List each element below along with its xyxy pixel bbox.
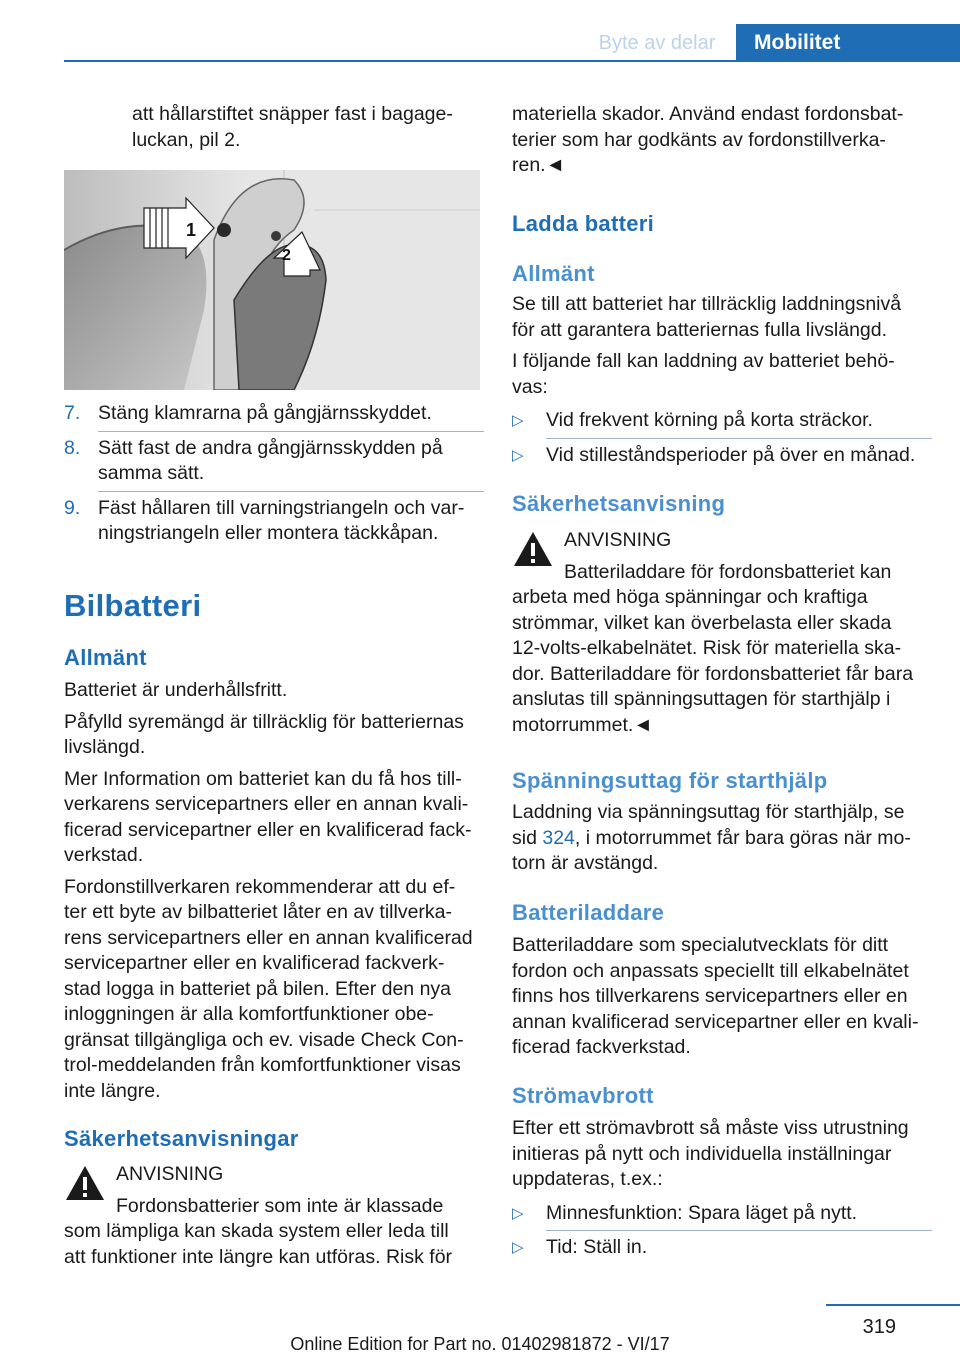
bullet-triangle-icon: ▷ <box>512 412 524 429</box>
warning-text-line: dor. Batteriladdare för fordonsbatteriet får bara <box>512 662 914 685</box>
warning-triangle-icon <box>64 1164 106 1202</box>
bullet-triangle-icon: ▷ <box>512 1239 524 1256</box>
charge-p1-line: för att garantera batteriernas fulla livslängd. <box>512 318 888 341</box>
general-p3-line: verkarens servicepartners eller en annan kvali- <box>64 793 469 815</box>
continued-line: materiella skador. Använd endast fordonsbat- <box>512 103 904 125</box>
steps-list <box>64 401 484 547</box>
general-p4-line: Fordonstillverkaren rekommenderar att du ef- <box>64 875 456 898</box>
socket-text-post: , i motorrummet får bara göras när mo- <box>574 826 911 849</box>
step-item <box>64 436 484 487</box>
warning-triangle-icon <box>512 530 554 568</box>
trunk-hinge-illustration <box>64 170 480 390</box>
edition-footer: Online Edition for Part no. 01402981872 - VI/17 <box>290 1334 670 1354</box>
charger-line: annan kvalificerad servicepartner eller en kvali- <box>512 1010 919 1033</box>
socket-line: torn är avstängd. <box>512 852 659 874</box>
page-number: 319 <box>862 1316 896 1338</box>
charge-p1-line: Se till att batteriet har tillräcklig laddningsnivå <box>512 293 902 315</box>
power-line: initieras på nytt och individuella inställningar <box>512 1142 892 1165</box>
general-p4-line: rens servicepartners eller en annan kvalificerad <box>64 926 473 949</box>
socket-line-with-link <box>512 826 932 852</box>
power-text <box>512 1116 932 1261</box>
warning-block-right <box>512 528 932 738</box>
socket-text-pre: sid <box>512 826 543 849</box>
step-text: ningstriangeln eller montera täckkåpan. <box>98 522 439 544</box>
general-p3-line: Mer Information om batteriet kan du få hos till- <box>64 767 462 790</box>
power-line: Efter ett strömavbrott så måste viss utrustning <box>512 1117 909 1139</box>
warning-text-first: Fordonsbatterier som inte är klassade <box>116 1194 444 1217</box>
section-heading-safety: Säkerhetsanvisningar <box>64 1126 299 1151</box>
header-tab-replacing-parts[interactable]: Byte av delar <box>598 32 716 54</box>
bullet-divider <box>546 1230 932 1231</box>
continued-warning <box>512 102 932 179</box>
subheading-safety: Säkerhetsanvisning <box>512 491 726 516</box>
charger-text <box>512 933 932 1061</box>
step-divider <box>98 491 484 492</box>
general-p4-line: gränsat tillgängliga och ev. visade Check Con- <box>64 1028 464 1051</box>
power-line: uppdateras, t.ex.: <box>512 1168 663 1190</box>
general-p1: Batteriet är underhållsfritt. <box>64 679 288 701</box>
intro-line-1: att hållarstiftet snäpper fast i bagage- <box>132 103 453 125</box>
warning-text-line: 12-volts-elkabelnätet. Risk för materiella ska- <box>512 637 902 659</box>
step-text: Stäng klamrarna på gångjärnsskyddet. <box>98 402 432 424</box>
figure-label-1: 1 <box>186 220 197 240</box>
charge-p2-line: I följande fall kan laddning av batteriet behö- <box>512 350 895 372</box>
general-p3-line: verkstad. <box>64 844 144 866</box>
bullet-triangle-icon: ▷ <box>512 1204 524 1222</box>
warning-text-line: arbeta med höga spänningar och kraftiga <box>512 586 868 608</box>
subheading-battery-charger: Batteriladdare <box>512 900 665 925</box>
socket-line: Laddning via spänningsuttag för starthjälp, se <box>512 801 905 823</box>
general-p2-line: livslängd. <box>64 736 146 758</box>
chapter-title: Bilbatteri <box>64 588 202 623</box>
bullet-text: Tid: Ställ in. <box>546 1236 648 1258</box>
bullet-triangle-icon: ▷ <box>512 446 524 464</box>
bullet-item <box>512 1235 932 1261</box>
section-heading-charge: Ladda batteri <box>512 211 655 236</box>
warning-text-line: som lämpliga kan skada system eller leda till <box>64 1220 449 1242</box>
page-reference-link[interactable]: 324 <box>542 826 575 849</box>
warning-text-line: strömmar, vilket kan överbelasta eller skada <box>512 611 892 634</box>
charger-line: ficerad fackverkstad. <box>512 1036 691 1058</box>
general-p4-line: servicepartner eller en kvalificerad fackverk- <box>64 952 445 974</box>
general-text <box>64 678 484 1104</box>
step-text: samma sätt. <box>98 462 205 484</box>
step-number: 9. <box>64 496 81 519</box>
charger-line: fordon och anpassats speciellt till elkabelnätet <box>512 959 909 982</box>
step-text: Fäst hållaren till varningstriangeln och var- <box>98 496 465 519</box>
step-text: Sätt fast de andra gångjärnsskydden på <box>98 436 443 459</box>
charger-line: finns hos tillverkarens servicepartners eller en <box>512 985 908 1007</box>
warning-text-line: att funktioner inte längre kan utföras. Risk för <box>64 1245 453 1268</box>
warning-text-line: anslutas till spänningsuttagen för starthjälp i <box>512 688 891 710</box>
general-p4-line: stad logga in batteriet på bilen. Efter den nya <box>64 977 452 1000</box>
intro-text <box>64 102 518 153</box>
continued-line: terier som har godkänts av fordonstillverka- <box>512 128 886 151</box>
charge-text <box>512 292 932 468</box>
warning-text-first: Batteriladdare för fordonsbatteriet kan <box>564 560 892 583</box>
general-p4-line: inloggningen är alla komfortfunktioner obe- <box>64 1003 434 1025</box>
general-p4-line: trol-meddelanden från komfortfunktioner visas <box>64 1054 461 1076</box>
general-p2-line: Påfylld syremängd är tillräcklig för batteriernas <box>64 710 464 733</box>
intro-line-2: luckan, pil 2. <box>132 128 241 151</box>
section-heading-general: Allmänt <box>64 645 147 670</box>
header-rule <box>64 60 960 62</box>
header-tab-mobility[interactable]: Mobilitet <box>736 24 960 62</box>
bullet-text: Vid stilleståndsperioder på över en månad. <box>546 443 916 466</box>
subheading-power-outage: Strömavbrott <box>512 1083 654 1108</box>
step-item <box>64 401 484 427</box>
warning-text-line: motorrummet.◄ <box>512 713 653 736</box>
step-item <box>64 496 484 547</box>
continued-line: ren.◄ <box>512 154 565 176</box>
charger-line: Batteriladdare som specialutvecklats för ditt <box>512 934 889 956</box>
warning-label: ANVISNING <box>564 529 672 551</box>
charge-p2-line: vas: <box>512 375 548 398</box>
warning-block-left <box>64 1162 484 1270</box>
bullet-divider <box>546 438 932 439</box>
socket-text <box>512 800 932 877</box>
figure-label-2: 2 <box>282 247 291 264</box>
bullet-text: Vid frekvent körning på korta sträckor. <box>546 409 873 431</box>
general-p4-line: ter ett byte av bilbatteriet låter en av tillverka- <box>64 901 453 923</box>
step-number: 8. <box>64 436 81 459</box>
footer-rule <box>826 1304 960 1306</box>
bullet-item <box>512 1201 932 1227</box>
warning-label: ANVISNING <box>116 1163 224 1185</box>
bullet-item <box>512 443 932 469</box>
subheading-general: Allmänt <box>512 261 595 286</box>
subheading-jump-start-socket: Spänningsuttag för starthjälp <box>512 768 828 793</box>
step-divider <box>98 431 484 432</box>
general-p4-line: inte längre. <box>64 1079 161 1102</box>
step-number: 7. <box>64 402 81 424</box>
general-p3-line: ficerad servicepartner eller en kvalificerad fack- <box>64 818 472 841</box>
bullet-item <box>512 408 932 434</box>
bullet-text: Minnesfunktion: Spara läget på nytt. <box>546 1201 858 1224</box>
